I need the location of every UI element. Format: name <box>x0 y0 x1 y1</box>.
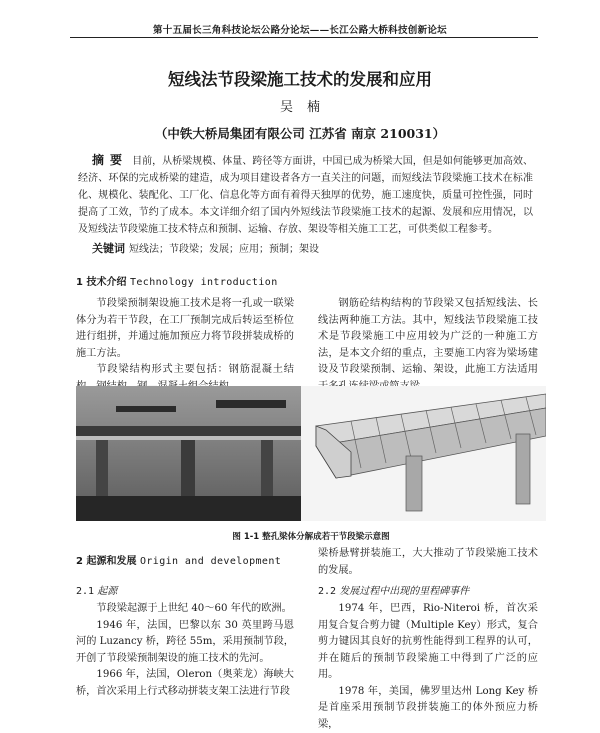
section-1-right-column <box>318 296 538 395</box>
keywords-block <box>78 240 533 256</box>
figure-1-1-image <box>76 386 546 521</box>
author-affiliation: （中铁大桥局集团有限公司 江苏省 南京 210031） <box>0 124 600 142</box>
keywords-text: 短线法；节段梁；发展；应用；预制；架设 <box>129 244 319 255</box>
section-1-para-2: 节段梁结构形式主要包括：钢筋混凝土结 <box>76 362 294 395</box>
subsection-2-1-para-3: 1966 年，法国，Oleron（奥莱龙）海峡大桥，首次采用上行式移动拼装支架工法进行节段 <box>76 667 294 700</box>
section-2-continuation-para: 梁桥悬臂拼装施工，大大推动了节段梁施工技术的发展。 <box>318 546 538 579</box>
subsection-2-1-number: 2.1 <box>76 586 94 597</box>
subsection-2-1-body <box>76 601 294 700</box>
abstract-block <box>78 152 533 238</box>
section-1-para-1: 节段梁预制架设施工技术是将一孔或一联梁体分为若干节段，在工厂预制完成后转运至桥位进行组拼，并通过施加预应力将节段拼装成桥的施工方法。 <box>76 296 294 362</box>
subsection-2-2-title: 发展过程中出现的里程碑事件 <box>339 586 469 597</box>
section-1-para-3: 钢筋砼结构结构的节段梁又包括短线法、长线法两种施工方法。其中，短线法节段梁施工技术是节段梁施工中应用较为广泛的一种施工方法，是本文介绍的重点，主要施工内容为梁场建设及节段梁预制、运输、架设，此施工方法适用 <box>318 296 538 395</box>
section-2-title-cn: 起源和发展 <box>86 556 136 567</box>
subsection-2-2-heading <box>318 582 469 597</box>
subsection-2-1-para-1: 节段梁起源于上世纪 40～60 年代的欧洲。 <box>76 601 294 618</box>
section-1-title-cn: 技术介绍 <box>86 277 126 288</box>
paper-title: 短线法节段梁施工技术的发展和应用 <box>0 66 600 90</box>
section-2-number: 2 <box>76 556 83 567</box>
subsection-2-2-body <box>318 601 538 733</box>
keywords-label: 关键词 <box>92 242 125 255</box>
bridge-segment-illustration <box>76 386 546 521</box>
section-1-heading <box>76 273 278 288</box>
section-2-right-continuation <box>318 546 538 579</box>
subsection-2-1-heading <box>76 582 117 597</box>
header-rule <box>70 37 538 38</box>
subsection-2-1-para-2: 1946 年，法国，巴黎以东 30 英里跨马恩河的 Luzancy 桥，跨径 55m，采用预制节段，开创了节段梁预制架设的施工技术的先河。 <box>76 618 294 668</box>
figure-1-1-caption: 图 1-1 整孔梁体分解成若干节段梁示意图 <box>76 530 546 542</box>
author-name: 吴楠 <box>0 96 600 115</box>
abstract-label: 摘要 <box>92 153 128 167</box>
subsection-2-2-number: 2.2 <box>318 586 336 597</box>
subsection-2-1-title: 起源 <box>97 586 117 597</box>
subsection-2-2-para-2: 1978 年，美国，佛罗里达州 Long Key 桥是首座采用预制节段拼装施工的体外预应力桥梁， <box>318 684 538 733</box>
running-header: 第十五届长三角科技论坛公路分论坛——长江公路大桥科技创新论坛 <box>70 22 530 36</box>
subsection-2-2-para-1: 1974 年，巴西，Rio-Niteroi 桥，首次采用复合复合剪力键（Multiple Key）形式，复合剪力键因其良好的抗剪性能得到工程界的认可，并在随后的预制节段梁施工中得到了广泛的应用。 <box>318 601 538 684</box>
section-2-heading <box>76 552 281 567</box>
section-1-number: 1 <box>76 277 83 288</box>
section-1-title-en: Technology introduction <box>130 277 278 288</box>
section-1-left-column <box>76 296 294 395</box>
abstract-text: 目前，从桥梁规模、体量、跨径等方面讲，中国已成为桥梁大国，但是如何能够更加高效、经济、环保的完成桥梁的建造，成为项目建设者各方一直关注的问题，而短线法节段梁施工技术在标准化、规模化、装配化、工厂化、信息化等方面有着得天独厚的优势，施工速度快，质量可控性强，同时提高了工效，节约了成本。本文详细介绍了国内外短线法节段梁施工技术的起源、发展和应用情况，以及短线法节段梁施工技术特点和预制、运输、存放、架设等相关施工工艺，可供类似工程参考。 <box>78 156 533 235</box>
section-2-title-en: Origin and development <box>140 556 281 567</box>
